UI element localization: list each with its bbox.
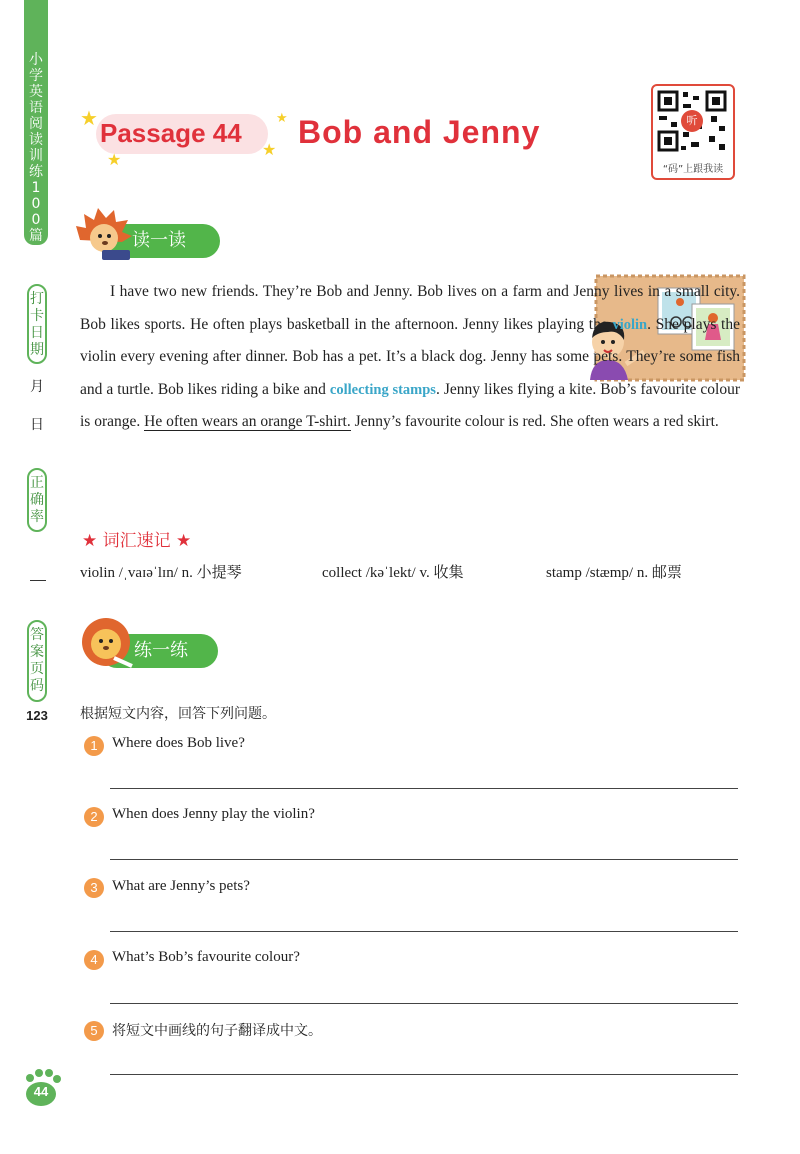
sidebar-book-title: 小学英语阅读训练100篇 <box>24 0 48 245</box>
day-label: 日 <box>30 417 44 433</box>
question-text: What’s Bob’s favourite colour? <box>112 949 300 965</box>
question-number-badge: 2 <box>84 807 104 827</box>
passage-label: Passage 44 <box>100 118 242 148</box>
question-text: Where does Bob live? <box>112 735 245 751</box>
star-icon: ★ <box>262 142 277 159</box>
vocab-highlight-collecting-stamps: collecting stamps <box>329 381 436 398</box>
vocab-highlight-violin: violin <box>612 316 648 333</box>
question-text: When does Jenny play the violin? <box>112 806 315 822</box>
practice-section-heading: 练一练 <box>100 634 218 668</box>
practice-instruction: 根据短文内容，回答下列问题。 <box>80 706 276 722</box>
question-number-badge: 5 <box>84 1021 104 1041</box>
question-text: 将短文中画线的句子翻译成中文。 <box>112 1023 322 1039</box>
star-icon: ★ <box>170 531 192 551</box>
qr-badge: 听 <box>681 110 703 132</box>
vocab-item: collect /kəˈlekt/ v. 收集 <box>322 565 464 581</box>
answer-line[interactable] <box>110 859 738 860</box>
answer-page-label: 答案页码 <box>27 620 47 702</box>
accuracy-divider <box>30 580 46 581</box>
page-title: Bob and Jenny <box>298 114 541 150</box>
hedgehog-icon <box>74 204 136 262</box>
star-icon: ★ <box>82 531 103 551</box>
star-icon: ★ <box>107 152 122 169</box>
answer-line[interactable] <box>110 1003 738 1004</box>
question-number-badge: 3 <box>84 878 104 898</box>
answer-line[interactable] <box>110 788 738 789</box>
star-icon: ★ <box>276 110 288 125</box>
read-section-heading: 读一读 <box>98 224 220 258</box>
page-number: 44 <box>33 1084 49 1099</box>
question-number-badge: 4 <box>84 950 104 970</box>
answer-line[interactable] <box>110 1074 738 1075</box>
qr-caption: “码”上跟我读 <box>662 164 724 175</box>
underlined-sentence: He often wears an orange T-shirt. <box>144 413 351 431</box>
checkin-date-label: 打卡日期 <box>27 284 47 364</box>
month-label: 月 <box>30 379 44 395</box>
vocab-heading: ★ 词汇速记 ★ <box>82 531 192 551</box>
star-icon: ★ <box>80 108 98 130</box>
question-number-badge: 1 <box>84 736 104 756</box>
accuracy-label: 正确率 <box>27 468 47 532</box>
answer-page-number: 123 <box>26 708 48 723</box>
reading-passage: I have two new friends. They’re Bob and Jenny. Bob lives on a farm and Jenny lives in a small city. Bob likes sports. He often plays basketball in the afternoon. Jenny likes playing the violin. She plays the violin every evening after dinner. Bob has a pet. It’s a black dog. Jenny has some pets. They’re some fish and a turtle. Bob likes riding a bike and collecting stamps. Jenny likes flying a kite. Bob’s favourite colour is orange. He often wears an orange T-shirt. Jenny’s favourite colour is red. She often wears a red skirt. <box>80 283 740 431</box>
vocab-item: stamp /stæmp/ n. 邮票 <box>546 565 682 581</box>
question-text: What are Jenny’s pets? <box>112 878 250 894</box>
lion-icon <box>78 614 136 672</box>
answer-line[interactable] <box>110 931 738 932</box>
vocab-item: violin /ˌvaɪəˈlɪn/ n. 小提琴 <box>80 565 242 581</box>
